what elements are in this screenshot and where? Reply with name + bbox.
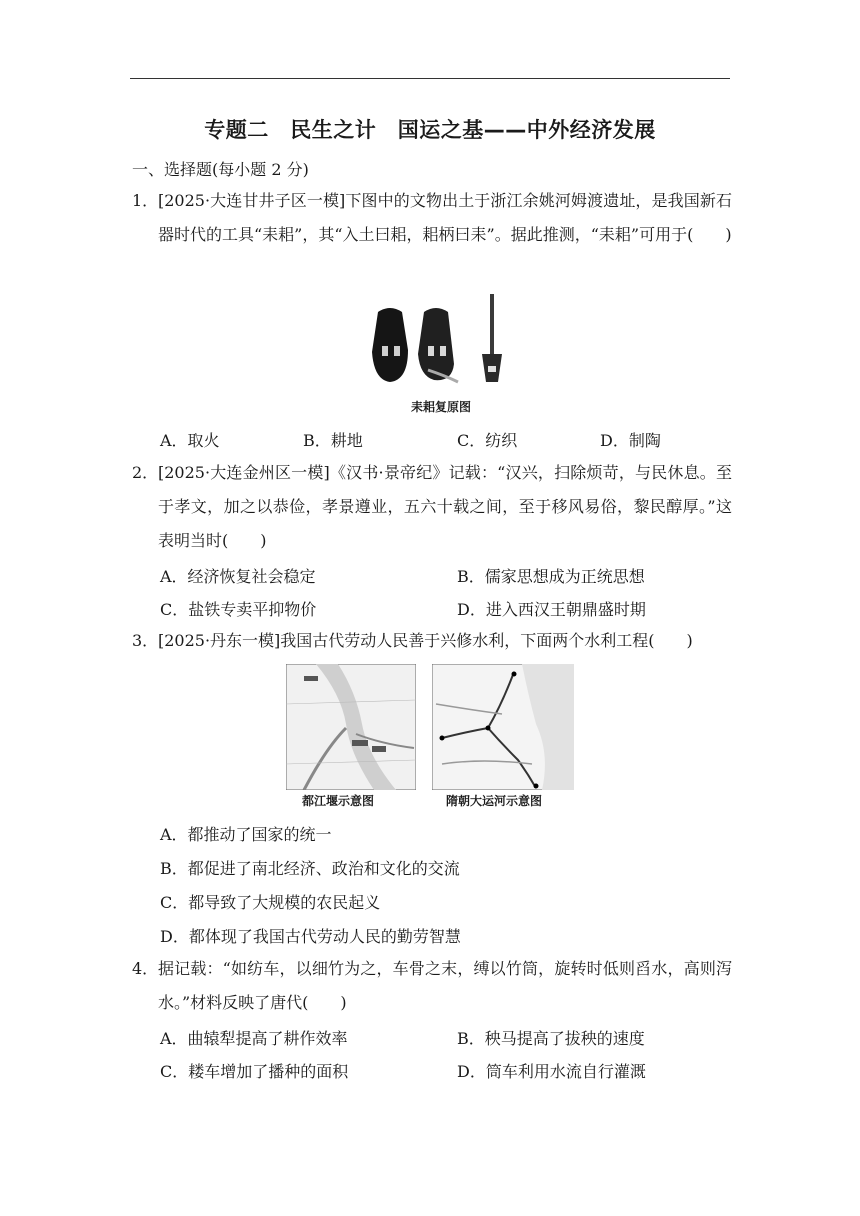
option-d[interactable]: D．都体现了我国古代劳动人民的勤劳智慧 xyxy=(160,927,461,946)
option-a[interactable]: A．经济恢复社会稳定 xyxy=(160,567,316,586)
question-number: 2． xyxy=(132,463,159,482)
question-1 xyxy=(132,184,732,252)
option-c[interactable]: C．耧车增加了播种的面积 xyxy=(160,1062,349,1081)
question-number: 1． xyxy=(132,191,159,210)
spade-hole xyxy=(394,346,400,356)
figure-caption: 隋朝大运河示意图 xyxy=(446,794,543,808)
spade-hole xyxy=(440,346,446,356)
question-number: 4． xyxy=(132,959,159,978)
question-number: 3． xyxy=(132,631,159,650)
question-text: 据记载：“如纺车，以细竹为之，车骨之末，缚以竹筒，旋转时低则舀水，高则泻水。”材料反映了唐代( ) xyxy=(158,959,732,1012)
grand-canal-map xyxy=(432,664,574,790)
option-d[interactable]: D．筒车利用水流自行灌溉 xyxy=(457,1062,646,1081)
question-4 xyxy=(132,952,732,1020)
option-c[interactable]: C．都导致了大规模的农民起义 xyxy=(160,893,381,912)
spade-hole xyxy=(382,346,388,356)
question-3 xyxy=(132,624,732,658)
option-a[interactable]: A．取火 xyxy=(160,431,220,450)
question-text: [2025·大连金州区一模]《汉书·景帝纪》记载：“汉兴，扫除烦苛，与民休息。至于孝文，加之以恭俭，孝景遵业，五六十载之间，至于移风易俗，黎民醇厚。”这表明当时( ) xyxy=(158,463,732,550)
section-heading: 一、选择题(每小题 2 分) xyxy=(132,160,309,179)
option-a[interactable]: A．曲辕犁提高了耕作效率 xyxy=(160,1029,348,1048)
leisi-figure xyxy=(368,290,508,390)
header-rule xyxy=(130,78,730,79)
option-b[interactable]: B．都促进了南北经济、政治和文化的交流 xyxy=(160,859,460,878)
option-b[interactable]: B．耕地 xyxy=(303,431,363,450)
question-text: [2025·大连甘井子区一模]下图中的文物出土于浙江余姚河姆渡遗址，是我国新石器时代的工具“耒耜”，其“入土曰耜，耜柄曰耒”。据此推测，“耒耜”可用于( ) xyxy=(158,191,732,244)
page-title: 专题二 民生之计 国运之基——中外经济发展 xyxy=(204,118,656,142)
option-a[interactable]: A．都推动了国家的统一 xyxy=(160,825,332,844)
spade-blade-right xyxy=(418,308,454,380)
question-text: [2025·丹东一模]我国古代劳动人民善于兴修水利，下面两个水利工程( ) xyxy=(158,631,693,650)
figure-caption: 都江堰示意图 xyxy=(302,794,375,808)
spade-blade-left xyxy=(372,308,408,382)
option-c[interactable]: C．盐铁专卖平抑物价 xyxy=(160,600,317,619)
option-b[interactable]: B．秧马提高了拔秧的速度 xyxy=(457,1029,645,1048)
option-d[interactable]: D．进入西汉王朝鼎盛时期 xyxy=(457,600,646,619)
option-d[interactable]: D．制陶 xyxy=(600,431,661,450)
tool-handle xyxy=(490,294,494,356)
spade-hole xyxy=(428,346,434,356)
dujiangyan-map xyxy=(286,664,416,790)
option-b[interactable]: B．儒家思想成为正统思想 xyxy=(457,567,645,586)
figure-caption: 耒耜复原图 xyxy=(411,400,472,414)
question-2 xyxy=(132,456,732,558)
option-c[interactable]: C．纺织 xyxy=(457,431,518,450)
